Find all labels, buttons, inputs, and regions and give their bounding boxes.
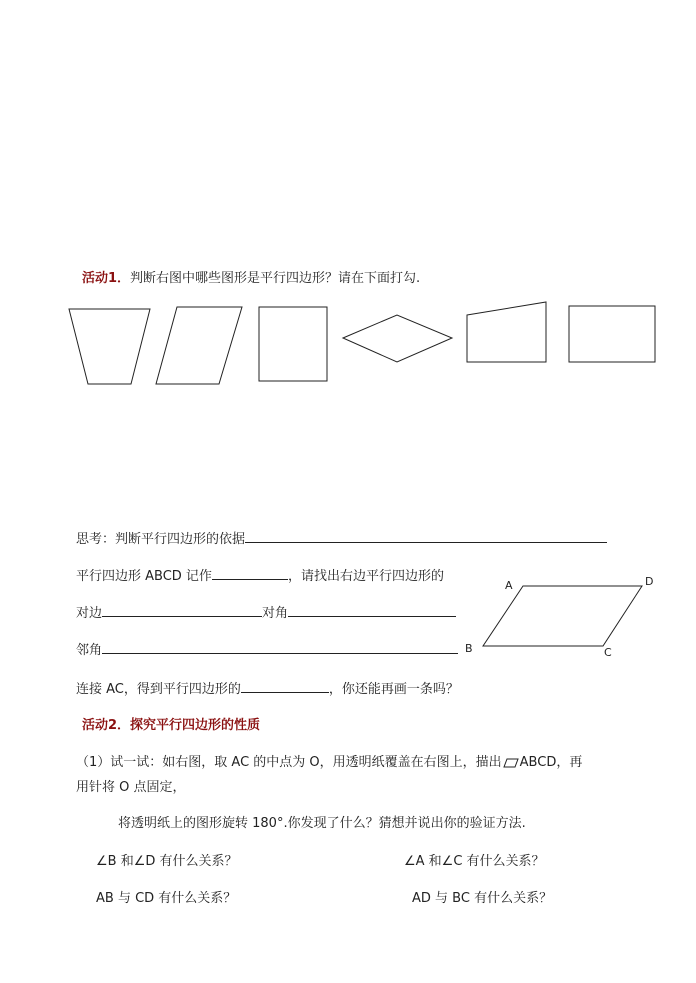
- connect-blank[interactable]: [241, 680, 329, 693]
- parallelogram-shape: [483, 586, 642, 646]
- opposite-sides-label: 对边: [76, 606, 103, 621]
- try-line-1: [76, 751, 582, 770]
- question-ab-cd: AB 与 CD 有什么关系？: [96, 891, 237, 906]
- try-text-a: （1）试一试：如右图，取 AC 的中点为 O，用透明纸覆盖在右图上，描出: [76, 755, 502, 770]
- question-angle-b-d: ∠B 和∠D 有什么关系？: [96, 854, 238, 869]
- shapes-row: [0, 295, 696, 395]
- activity1-line: [82, 267, 420, 286]
- label-a: A: [505, 579, 513, 592]
- label-b: B: [465, 642, 473, 655]
- shape-rhombus: [343, 315, 452, 362]
- connect-line: [76, 678, 459, 697]
- try-text-b: ABCD，再: [519, 755, 583, 770]
- parallelogram-symbol-icon: [503, 758, 519, 768]
- rotate-line: 将透明纸上的图形旋转 180°.你发现了什么？猜想并说出你的验证方法.: [118, 816, 526, 831]
- question-ad-bc: AD 与 BC 有什么关系？: [412, 891, 553, 906]
- think-text: 思考：判断平行四边形的依据: [76, 532, 246, 547]
- activity1-label: 活动1．: [82, 271, 131, 286]
- notation-prefix: 平行四边形 ABCD 记作: [76, 569, 212, 584]
- label-d: D: [645, 575, 654, 588]
- connect-suffix: ，你还能再画一条吗？: [328, 682, 459, 697]
- shape-parallelogram: [156, 307, 242, 384]
- shape-trapezoid: [69, 309, 150, 384]
- label-c: C: [604, 646, 612, 659]
- activity2-heading: 活动2．探究平行四边形的性质: [82, 718, 261, 733]
- think-line: [76, 528, 607, 547]
- shape-rectangle: [569, 306, 655, 362]
- think-blank[interactable]: [245, 530, 607, 543]
- shape-square: [259, 307, 327, 381]
- adjacent-label: 邻角: [76, 643, 103, 658]
- parallelogram-abcd: [0, 570, 696, 670]
- notation-suffix: ，请找出右边平行四边形的: [287, 569, 444, 584]
- question-angle-a-c: ∠A 和∠C 有什么关系？: [404, 854, 545, 869]
- shape-right-trapezoid: [467, 302, 546, 362]
- activity1-text: 判断右图中哪些图形是平行四边形？请在下面打勾.: [130, 271, 421, 286]
- connect-prefix: 连接 AC，得到平行四边形的: [76, 682, 241, 697]
- try-line-2: 用针将 O 点固定，: [76, 780, 186, 795]
- opposite-angles-label: 对角: [262, 606, 289, 621]
